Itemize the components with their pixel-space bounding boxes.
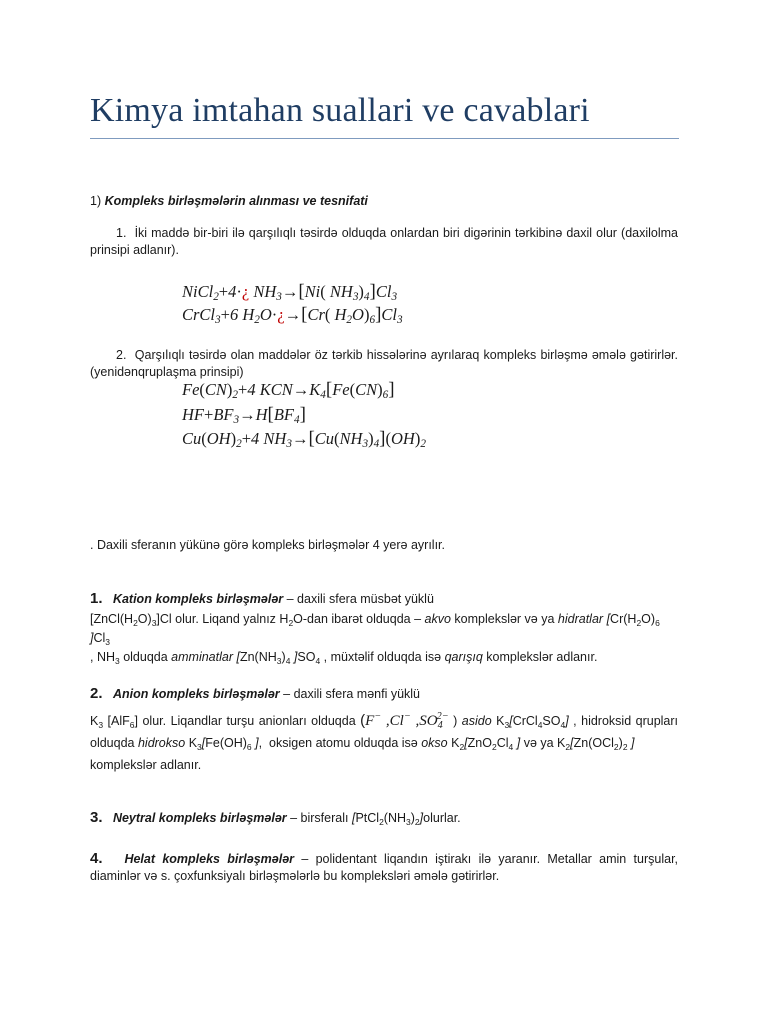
item-title: Anion kompleks birləşmələr bbox=[112, 687, 280, 701]
item-number: 1. bbox=[90, 590, 103, 607]
paragraph-addition-principle bbox=[90, 225, 678, 259]
item-title: Kation kompleks birləşmələr bbox=[112, 592, 284, 606]
equation-fecn2: $Fe(CN)_2+4$ $KCN\to K_4[Fe(CN)_6]$ bbox=[182, 379, 395, 401]
item-number: 2. bbox=[90, 685, 103, 702]
equation-nicl2: NiCl$_2$+4·¿ $NH_3\to[Ni$( $NH_3)_4]Cl_3$ bbox=[182, 281, 398, 303]
item-description: – daxili sfera müsbət yüklü bbox=[283, 592, 434, 606]
cation-body: $[ZnCl(H_2O)_3]Cl$ olur. Liqand yalnız $H_2O$-dan ibarət olduqda – akvo komplekslər və ya hidratlar [$Cr(H_2O)_6$ ]$Cl_3$ , $NH_3$ olduqda amminatlar [$Zn(NH_3)_4$ ]$SO_4$ , müxtəlif olduqda isə qarışıq komplekslər adlanır. bbox=[90, 612, 660, 666]
paragraph-text: İki maddə bir-biri ilə qarşılıqlı təsirdə olduqda onlardan biri digərinin tərkibinə daxil olur (daxilolma prinsipi adlanır). bbox=[90, 226, 678, 257]
item-description-end: olurlar. bbox=[423, 811, 461, 825]
section-title: Kompleks birləşmələrin alınması ve tesnifati bbox=[104, 194, 368, 208]
equation-hf-bf3: $HF+BF_3\to H[BF_4]$ bbox=[182, 404, 306, 426]
classification-intro: . Daxili sferanın yükünə görə kompleks birləşmələr 4 yerə ayrılır. bbox=[90, 538, 446, 552]
equation-cuoh2: $Cu(OH)_2+4$ $NH_3\to[Cu(NH_3)_4](OH)_2$ bbox=[182, 428, 426, 450]
item-title: Helat kompleks birləşmələr bbox=[124, 852, 295, 866]
chelate-paragraph bbox=[90, 850, 678, 885]
item-number: 3. bbox=[90, 809, 103, 826]
anion-heading bbox=[90, 685, 678, 703]
paragraph-number: 1. bbox=[116, 226, 127, 240]
item-description: – birsferalı bbox=[286, 811, 352, 825]
paragraph-number: 2. bbox=[116, 348, 127, 362]
paragraph-regrouping-principle bbox=[90, 347, 678, 381]
anion-body: $K_3$ [AlF$_6$] olur. Liqandlar turşu anionları olduqda (F− ,Cl− $,SO_4^{2-}$ ) asido $K_3[CrCl_4SO_4]$ , hidroksid qrupları olduqda hidrokso $K_3[Fe(OH)_6$ ], oksigen atomu olduqda isə okso $K_2[ZnO_2Cl_4$ ] və ya $K_2[Zn(OCl_2)_2$ ] komplekslər adlanır. bbox=[90, 711, 679, 772]
paragraph-text: Qarşılıqlı təsirdə olan maddələr öz tərkib hissələrinə ayrılaraq kompleks birləşmə əmələ gətirirlər.(yenidənqruplaşma prinsipi) bbox=[90, 348, 678, 379]
item-number: 4. bbox=[90, 850, 103, 867]
section-number: 1) bbox=[90, 194, 102, 208]
item-title: Neytral kompleks birləşmələr bbox=[112, 811, 287, 825]
section-heading bbox=[90, 193, 678, 210]
page-title: Kimya imtahan suallari ve cavablari bbox=[90, 92, 590, 129]
cation-heading bbox=[90, 590, 678, 608]
neutral-heading: 3. Neytral kompleks birləşmələr – birsferalı $[PtCl_2(NH_3)_2]olurlar$. bbox=[90, 809, 461, 827]
item-description: – polidentant liqandın iştirakı ilə yaranır. Metallar amin turşular, diaminlər və s. çoxfunksiyalı birləşmələrlə bu kompleksləri əmələ gətirirlər. bbox=[90, 852, 679, 883]
title-divider bbox=[90, 138, 679, 139]
equation-crcl3: CrCl$_3$+6 $H_2O\cdot¿\to[Cr$( $H_2O)_6]Cl_3$ bbox=[182, 304, 403, 326]
item-description: – daxili sfera mənfi yüklü bbox=[279, 687, 421, 701]
